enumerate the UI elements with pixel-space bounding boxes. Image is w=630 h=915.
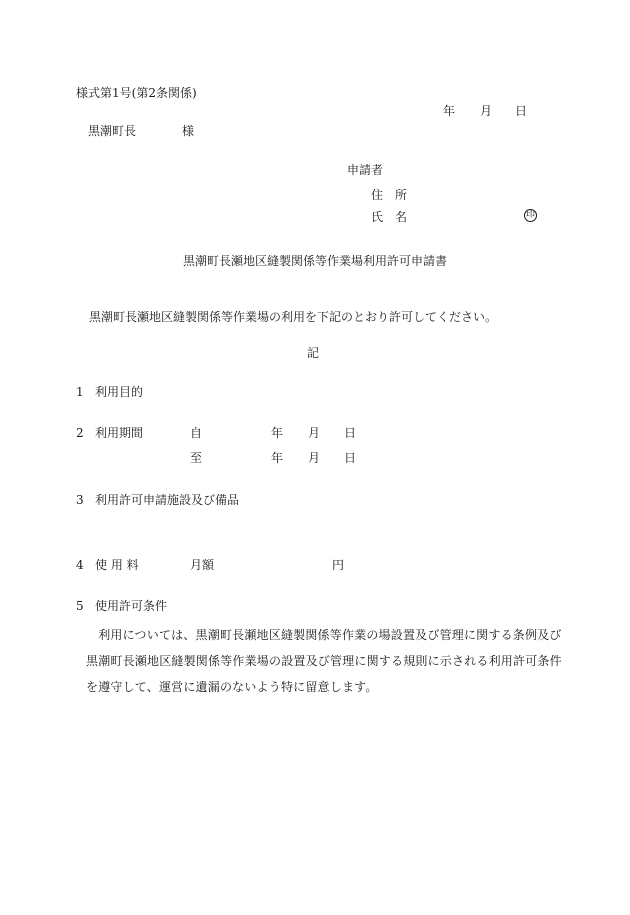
period-from-day: 日 bbox=[344, 426, 357, 440]
conditions-line-1: 利用については、黒潮町長瀬地区縫製関係等作業の場設置及び管理に関する条例及び bbox=[86, 628, 562, 642]
item-4-number: 4 bbox=[76, 558, 84, 572]
date-year-label: 年 bbox=[443, 104, 456, 118]
ki-heading: 記 bbox=[307, 346, 320, 360]
period-from-label: 自 bbox=[190, 426, 203, 440]
item-5-number: 5 bbox=[76, 599, 84, 613]
fee-monthly-label: 月額 bbox=[190, 558, 215, 572]
period-to-day: 日 bbox=[344, 451, 357, 465]
applicant-label: 申請者 bbox=[347, 163, 384, 177]
name-label: 氏 名 bbox=[371, 210, 408, 224]
date-month-label: 月 bbox=[480, 104, 493, 118]
seal-mark: 印 bbox=[525, 210, 535, 220]
addressee: 黒潮町長 bbox=[88, 124, 137, 138]
intro-text: 黒潮町長瀬地区縫製関係等作業場の利用を下記のとおり許可してください。 bbox=[89, 310, 498, 324]
conditions-paragraph bbox=[86, 622, 562, 700]
period-to-label: 至 bbox=[190, 451, 203, 465]
fee-yen-label: 円 bbox=[332, 558, 345, 572]
document-title: 黒潮町長瀬地区縫製関係等作業場利用許可申請書 bbox=[183, 254, 448, 268]
period-from-month: 月 bbox=[308, 426, 321, 440]
honorific: 様 bbox=[182, 124, 195, 138]
conditions-line-3: を遵守して、運営に遺漏のないよう特に留意します。 bbox=[86, 680, 378, 694]
item-3-label: 利用許可申請施設及び備品 bbox=[95, 493, 240, 507]
item-4-label: 使 用 料 bbox=[95, 558, 139, 572]
item-5-label: 使用許可条件 bbox=[95, 599, 168, 613]
item-1-number: 1 bbox=[76, 385, 84, 399]
item-3-number: 3 bbox=[76, 493, 84, 507]
date-day-label: 日 bbox=[515, 104, 528, 118]
period-to-year: 年 bbox=[271, 451, 284, 465]
address-label: 住 所 bbox=[371, 188, 408, 202]
conditions-line-2: 黒潮町長瀬地区縫製関係等作業場の設置及び管理に関する規則に示される利用許可条件 bbox=[86, 654, 562, 668]
period-to-month: 月 bbox=[308, 451, 321, 465]
item-2-number: 2 bbox=[76, 426, 84, 440]
item-1-label: 利用目的 bbox=[95, 385, 144, 399]
form-number: 様式第1号(第2条関係) bbox=[76, 86, 197, 100]
item-2-label: 利用期間 bbox=[95, 426, 144, 440]
period-from-year: 年 bbox=[271, 426, 284, 440]
